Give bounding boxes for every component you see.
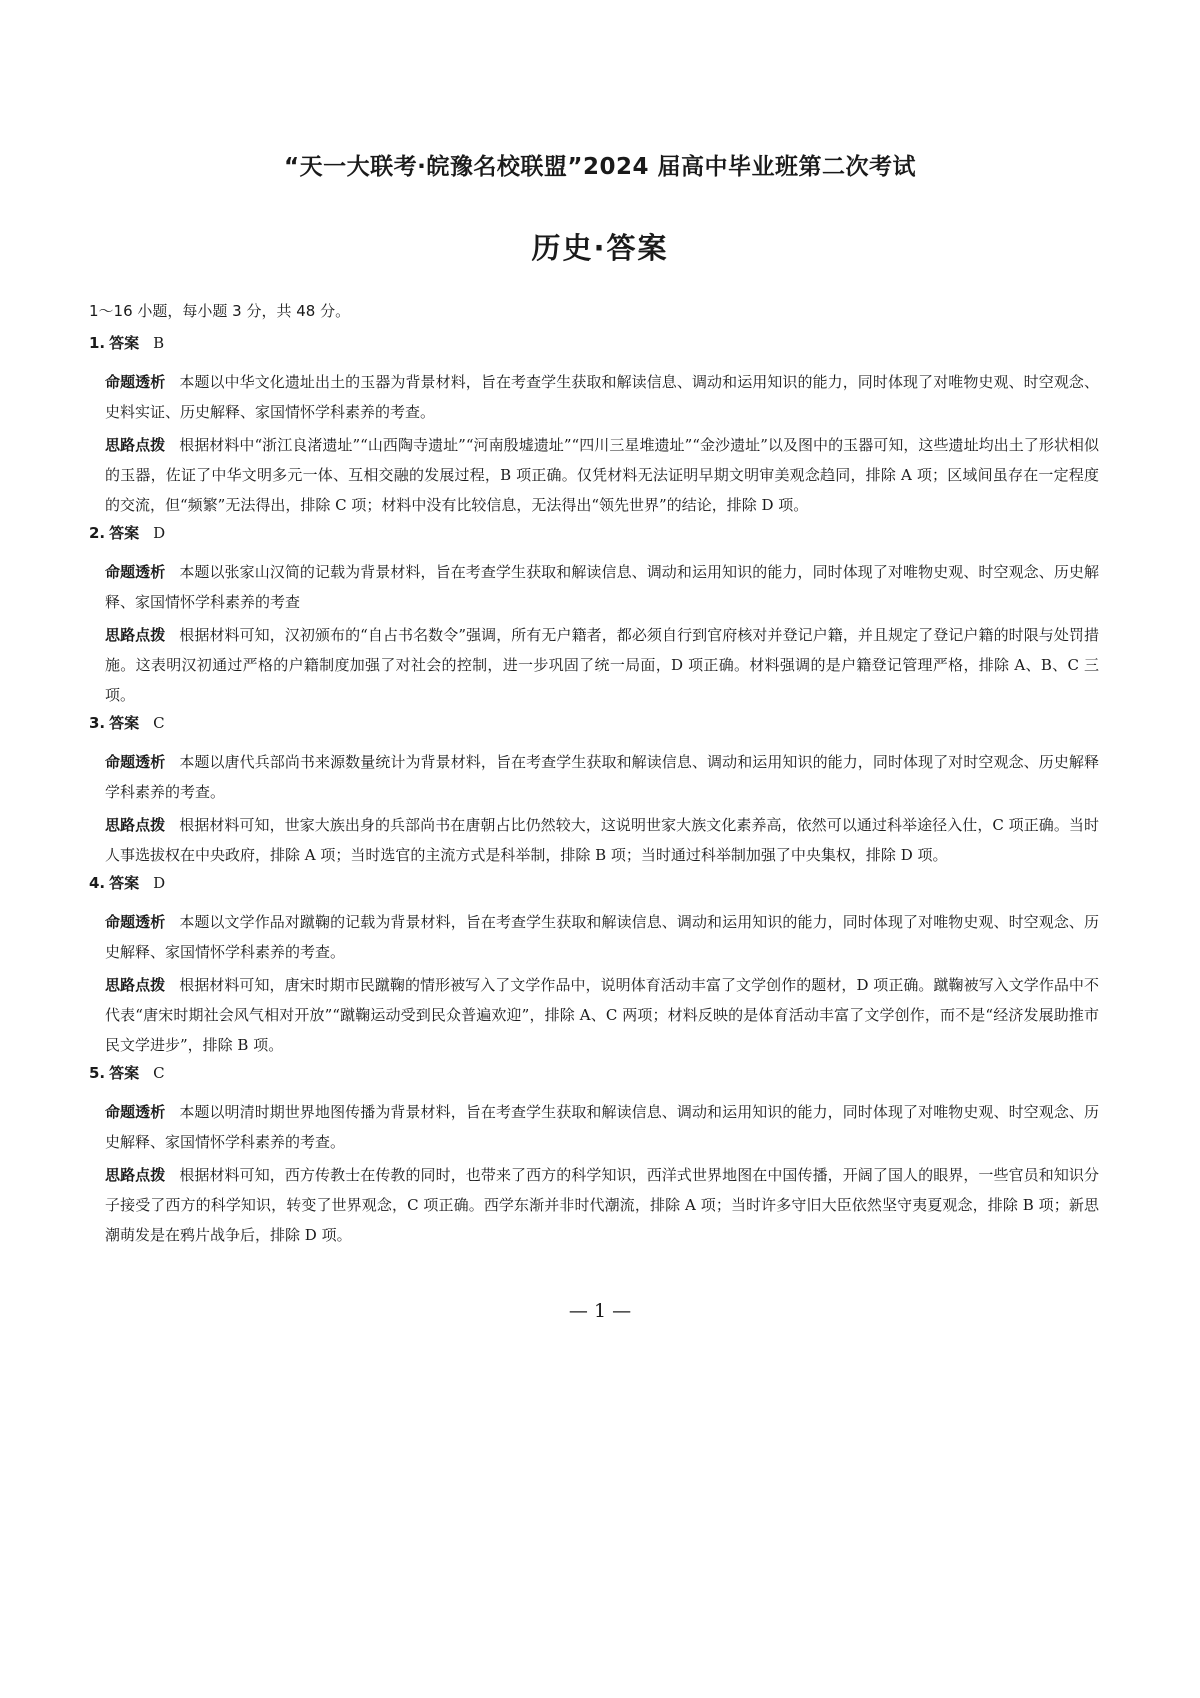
answer-label: 答案 — [109, 334, 140, 352]
analysis-paragraph — [105, 907, 1099, 967]
analysis-label: 命题透析 — [105, 373, 166, 391]
answer-letter: C — [153, 1064, 165, 1082]
answer-label: 答案 — [109, 524, 140, 542]
scoring-intro: 1～16 小题，每小题 3 分，共 48 分。 — [89, 302, 351, 320]
approach-paragraph — [105, 1160, 1099, 1250]
approach-label: 思路点拨 — [105, 816, 166, 834]
analysis-label: 命题透析 — [105, 563, 166, 581]
approach-label: 思路点拨 — [105, 626, 166, 644]
analysis-text: 本题以唐代兵部尚书来源数量统计为背景材料，旨在考查学生获取和解读信息、调动和运用知识的能力，同时体现了对时空观念、历史解释学科素养的考查。 — [105, 753, 1099, 801]
subject-title: 历史·答案 — [531, 231, 669, 265]
answer-label: 答案 — [109, 874, 140, 892]
analysis-label: 命题透析 — [105, 1103, 166, 1121]
question-block — [89, 1063, 1099, 1250]
question-answer-line — [89, 713, 1099, 747]
exam-title: “天一大联考·皖豫名校联盟”2024 届高中毕业班第二次考试 — [284, 154, 916, 180]
analysis-text: 本题以中华文化遗址出土的玉器为背景材料，旨在考查学生获取和解读信息、调动和运用知识的能力，同时体现了对唯物史观、时空观念、史料实证、历史解释、家国情怀学科素养的考查。 — [105, 373, 1099, 421]
approach-text: 根据材料可知，汉初颁布的“自占书名数令”强调，所有无户籍者，都必须自行到官府核对并登记户籍，并且规定了登记户籍的时限与处罚措施。这表明汉初通过严格的户籍制度加强了对社会的控制，进一步巩固了统一局面，D 项正确。材料强调的是户籍登记管理严格，排除 A、B、C 三项。 — [105, 626, 1099, 704]
approach-text: 根据材料可知，西方传教士在传教的同时，也带来了西方的科学知识，西洋式世界地图在中国传播，开阔了国人的眼界，一些官员和知识分子接受了西方的科学知识，转变了世界观念，C 项正确。西学东渐并非时代潮流，排除 A 项；当时许多守旧大臣依然坚守夷夏观念，排除 B 项；新思潮萌发是在鸦片战争后，排除 D 项。 — [105, 1166, 1099, 1244]
question-number: 5. — [89, 1064, 106, 1082]
approach-text: 根据材料中“浙江良渚遗址”“山西陶寺遗址”“河南殷墟遗址”“四川三星堆遗址”“金沙遗址”以及图中的玉器可知，这些遗址均出土了形状相似的玉器，佐证了中华文明多元一体、互相交融的发展过程，B 项正确。仅凭材料无法证明早期文明审美观念趋同，排除 A 项；区域间虽存在一定程度的交流，但“频繁”无法得出，排除 C 项；材料中没有比较信息，无法得出“领先世界”的结论，排除 D 项。 — [105, 436, 1099, 514]
question-block — [89, 713, 1099, 870]
answer-label: 答案 — [109, 714, 140, 732]
analysis-paragraph — [105, 557, 1099, 617]
question-number: 1. — [89, 334, 106, 352]
question-number: 2. — [89, 524, 106, 542]
approach-paragraph — [105, 430, 1099, 520]
answer-letter: B — [153, 334, 165, 352]
analysis-text: 本题以张家山汉简的记载为背景材料，旨在考查学生获取和解读信息、调动和运用知识的能力，同时体现了对唯物史观、时空观念、历史解释、家国情怀学科素养的考查 — [105, 563, 1099, 611]
approach-text: 根据材料可知，唐宋时期市民蹴鞠的情形被写入了文学作品中，说明体育活动丰富了文学创作的题材，D 项正确。蹴鞠被写入文学作品中不代表“唐宋时期社会风气相对开放”“蹴鞠运动受到民众普遍欢迎”，排除 A、C 两项；材料反映的是体育活动丰富了文学创作，而不是“经济发展助推市民文学进步”，排除 B 项。 — [105, 976, 1099, 1054]
analysis-label: 命题透析 — [105, 753, 166, 771]
question-answer-line — [89, 333, 1099, 367]
question-answer-line — [89, 523, 1099, 557]
analysis-paragraph — [105, 1097, 1099, 1157]
approach-label: 思路点拨 — [105, 1166, 166, 1184]
question-block — [89, 523, 1099, 710]
approach-paragraph — [105, 970, 1099, 1060]
question-block — [89, 333, 1099, 520]
approach-label: 思路点拨 — [105, 436, 166, 454]
answer-letter: C — [153, 714, 165, 732]
question-number: 4. — [89, 874, 106, 892]
page-number: — 1 — — [568, 1300, 632, 1322]
analysis-label: 命题透析 — [105, 913, 166, 931]
answer-letter: D — [153, 524, 166, 542]
analysis-paragraph — [105, 367, 1099, 427]
approach-paragraph — [105, 810, 1099, 870]
question-answer-line — [89, 873, 1099, 907]
question-block — [89, 873, 1099, 1060]
answer-letter: D — [153, 874, 166, 892]
approach-paragraph — [105, 620, 1099, 710]
answer-list — [89, 333, 1099, 1253]
question-answer-line — [89, 1063, 1099, 1097]
approach-text: 根据材料可知，世家大族出身的兵部尚书在唐朝占比仍然较大，这说明世家大族文化素养高，依然可以通过科举途径入仕，C 项正确。当时人事选拔权在中央政府，排除 A 项；当时选官的主流方式是科举制，排除 B 项；当时通过科举制加强了中央集权，排除 D 项。 — [105, 816, 1099, 864]
analysis-text: 本题以文学作品对蹴鞠的记载为背景材料，旨在考查学生获取和解读信息、调动和运用知识的能力，同时体现了对唯物史观、时空观念、历史解释、家国情怀学科素养的考查。 — [105, 913, 1099, 961]
answer-label: 答案 — [109, 1064, 140, 1082]
approach-label: 思路点拨 — [105, 976, 166, 994]
question-number: 3. — [89, 714, 106, 732]
analysis-paragraph — [105, 747, 1099, 807]
analysis-text: 本题以明清时期世界地图传播为背景材料，旨在考查学生获取和解读信息、调动和运用知识的能力，同时体现了对唯物史观、时空观念、历史解释、家国情怀学科素养的考查。 — [105, 1103, 1099, 1151]
